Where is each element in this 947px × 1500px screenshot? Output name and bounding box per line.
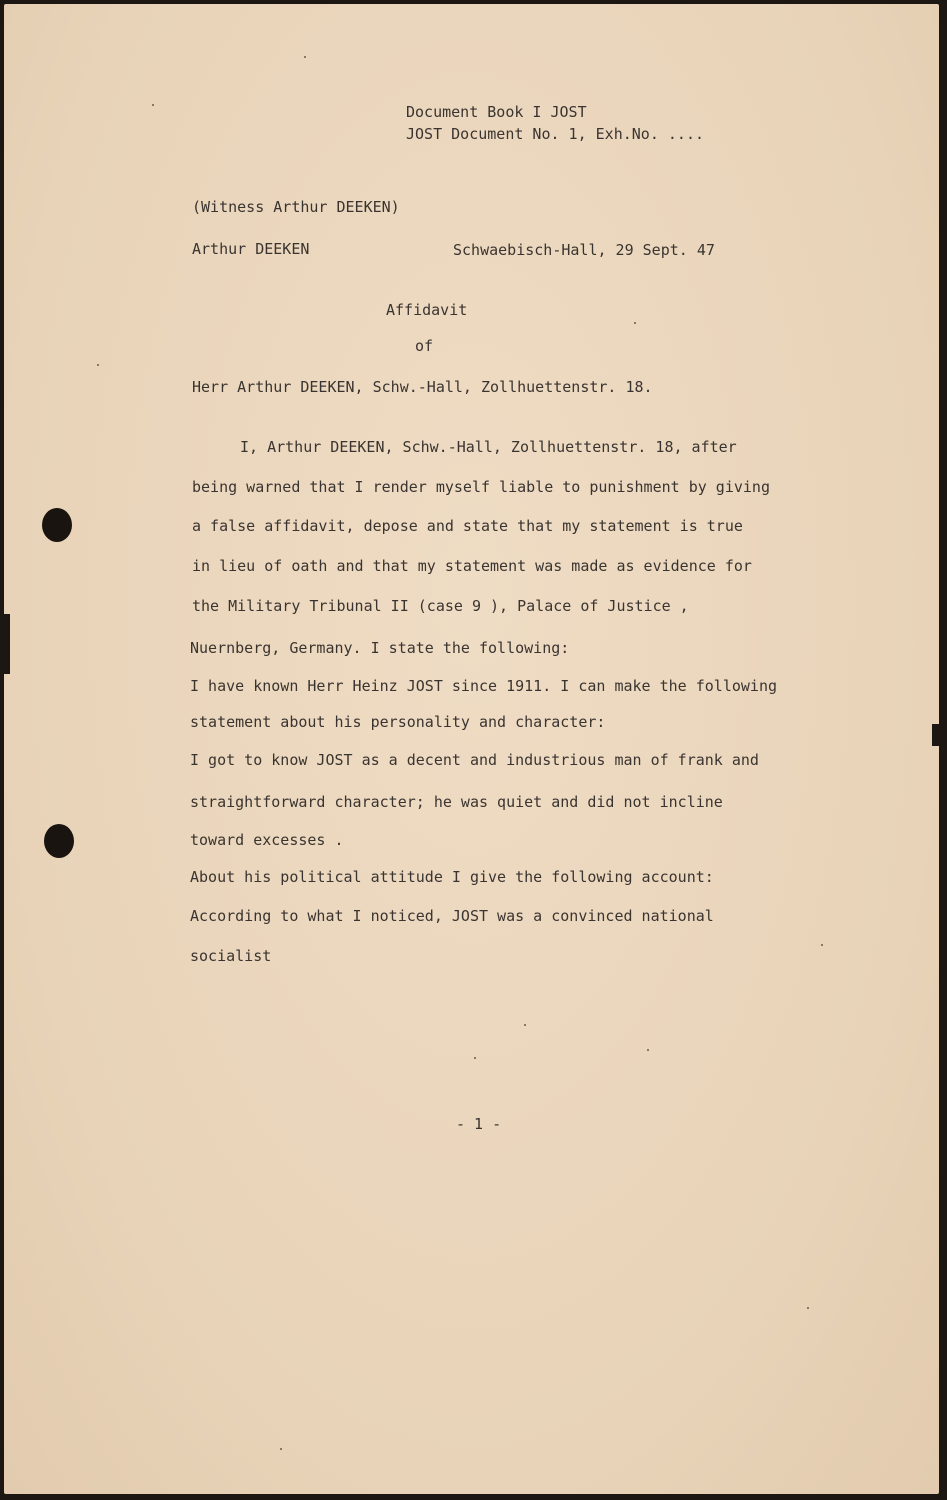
body-line: in lieu of oath and that my statement was made as evidence for	[192, 557, 752, 575]
punch-hole	[42, 508, 72, 542]
author-name: Arthur DEEKEN	[192, 240, 310, 258]
place-date: Schwaebisch-Hall, 29 Sept. 47	[453, 241, 715, 259]
body-line: toward excesses .	[190, 831, 344, 849]
body-line: I have known Herr Heinz JOST since 1911. I can make the following	[190, 677, 777, 695]
body-line: a false affidavit, depose and state that my statement is true	[192, 517, 743, 535]
body-line: statement about his personality and character:	[190, 713, 606, 731]
body-line: the Military Tribunal II (case 9 ), Palace of Justice ,	[192, 597, 689, 615]
header-exhibit-number: JOST Document No. 1, Exh.No. ....	[406, 125, 705, 143]
document-page	[4, 4, 939, 1494]
body-line: Nuernberg, Germany. I state the following:	[190, 639, 570, 657]
body-line: I, Arthur DEEKEN, Schw.-Hall, Zollhuettenstr. 18, after	[240, 438, 737, 456]
body-line: About his political attitude I give the following account:	[190, 868, 714, 886]
witness-line: (Witness Arthur DEEKEN)	[192, 198, 400, 216]
page-number: - 1 -	[456, 1115, 502, 1133]
body-line: straightforward character; he was quiet and did not incline	[190, 793, 723, 811]
body-line: I got to know JOST as a decent and industrious man of frank and	[190, 751, 759, 769]
body-line: socialist	[190, 947, 272, 965]
title-of: of	[415, 337, 434, 355]
paper-edge-notch	[4, 614, 10, 674]
punch-hole	[44, 824, 74, 858]
paper-edge-notch	[932, 724, 939, 746]
body-line: being warned that I render myself liable to punishment by giving	[192, 478, 770, 496]
title-affidavit: Affidavit	[386, 301, 468, 319]
subject-line: Herr Arthur DEEKEN, Schw.-Hall, Zollhuettenstr. 18.	[192, 378, 653, 396]
body-line: According to what I noticed, JOST was a convinced national	[190, 907, 714, 925]
header-document-book: Document Book I JOST	[406, 103, 587, 121]
